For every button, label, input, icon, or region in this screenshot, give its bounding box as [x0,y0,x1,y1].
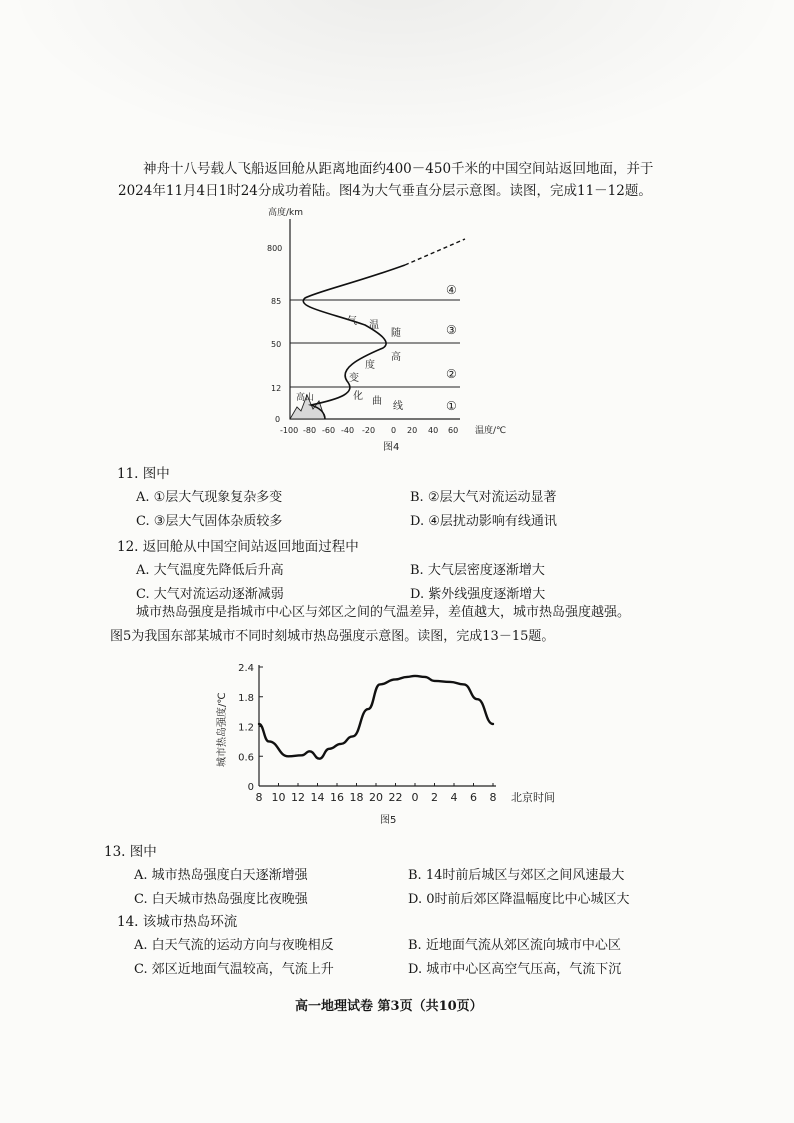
fig4-curve-char: 化 [353,391,363,402]
fig5-ytick-label: 2.4 [238,663,254,674]
fig5-ytick-label: 1.8 [238,692,254,704]
intro1-line1: 神舟十八号载人飞船返回舱从距离地面约400－450千米的中国空间站返回地面，并于 [143,161,654,177]
fig5-ylabel: 城市热岛强度/℃ [217,692,228,767]
fig4-curve-char: 随 [391,328,401,339]
fig4-xtick: 0 [391,426,397,435]
fig4-layer-1: ① [446,399,457,413]
fig5-xlabel: 北京时间 [511,791,555,804]
q12-option-a[interactable]: A. 大气温度先降低后升高 [136,563,284,578]
q11-option-d[interactable]: D. ④层扰动影响有线通讯 [410,514,557,529]
fig4-xtick: 60 [448,426,459,435]
intro2-line1: 城市热岛强度是指城市中心区与郊区之间的气温差异，差值越大，城市热岛强度越强。 [136,605,631,620]
fig4-xtick: -40 [341,426,355,435]
fig4-ytick-0: 0 [275,415,281,424]
q11-option-a[interactable]: A. ①层大气现象复杂多变 [136,490,283,505]
scan-shadow [0,0,794,160]
q14-option-b[interactable]: B. 近地面气流从郊区流向城市中心区 [408,938,621,953]
fig4-xtick: 20 [407,426,418,435]
fig5-xtick-label: 18 [349,791,364,804]
q14-option-c[interactable]: C. 郊区近地面气温较高，气流上升 [134,962,334,977]
q13-option-c[interactable]: C. 白天城市热岛强度比夜晚强 [134,892,308,907]
intro1-line2: 2024年11月4日1时24分成功着陆。图4为大气垂直分层示意图。读图，完成11－12题。 [118,183,652,199]
fig4-ytick-50: 50 [271,340,282,349]
fig5-ytick-label: 0.6 [238,752,254,764]
fig5-xtick-label: 6 [470,791,477,804]
fig4-title: 图4 [383,442,400,453]
fig4-curve-char: 线 [393,401,403,412]
fig4-curve-char: 气 [347,316,357,327]
q11-stem: 11. 图中 [117,466,170,482]
fig4-xtick: -60 [322,426,336,435]
q11-option-c[interactable]: C. ③层大气固体杂质较多 [136,514,283,529]
fig4-ytick-800: 800 [267,244,283,253]
fig4-xtick: 40 [428,426,439,435]
fig4-curve-char: 度 [365,360,375,371]
fig5-xtick-label: 2 [431,791,438,804]
q13-option-d[interactable]: D. 0时前后郊区降温幅度比中心城区大 [408,892,630,907]
intro2-line2: 图5为我国东部某城市不同时刻城市热岛强度示意图。读图，完成13－15题。 [110,629,555,644]
q12-stem: 12. 返回舱从中国空间站返回地面过程中 [117,539,359,555]
fig5-xtick-label: 10 [271,791,286,804]
fig4-xtick: -20 [362,426,376,435]
fig5-xtick-label: 20 [369,791,383,804]
fig4-ylabel: 高度/km [268,208,304,218]
q13-stem: 13. 图中 [104,844,157,860]
fig4-layer-3: ③ [446,323,457,337]
figure-5-chart [205,655,585,830]
q12-option-b[interactable]: B. 大气层密度逐渐增大 [410,563,545,578]
fig4-layer-2: ② [446,367,457,381]
q12-option-d[interactable]: D. 紫外线强度逐渐增大 [410,587,546,602]
page-footer: 高一地理试卷 第3页（共10页） [295,999,483,1014]
q11-option-b[interactable]: B. ②层大气对流运动显著 [410,490,557,505]
fig5-xtick-label: 16 [330,791,344,804]
fig4-curve-char: 曲 [372,396,382,407]
q14-stem: 14. 该城市热岛环流 [117,914,238,930]
q14-option-a[interactable]: A. 白天气流的运动方向与夜晚相反 [134,938,334,953]
fig4-curve-char: 温 [369,320,379,331]
fig4-layer-4: ④ [446,283,457,297]
q13-option-a[interactable]: A. 城市热岛强度白天逐渐增强 [134,868,308,883]
fig4-xlabel: 温度/℃ [475,426,507,436]
q12-option-c[interactable]: C. 大气对流运动逐渐减弱 [136,587,284,602]
fig4-curve-char: 高 [391,352,401,363]
fig4-ytick-85: 85 [271,297,282,306]
fig5-ytick-label: 0 [247,782,254,793]
fig5-title: 图5 [380,815,397,826]
fig4-mountain-label: 高山 [296,393,315,403]
q13-option-b[interactable]: B. 14时前后城区与郊区之间风速最大 [408,868,625,883]
fig5-xtick-label: 12 [291,791,305,804]
fig5-xtick-label: 22 [388,791,403,804]
fig5-xtick-label: 8 [489,791,497,804]
fig5-ytick-label: 1.2 [238,722,254,734]
q14-option-d[interactable]: D. 城市中心区高空气压高，气流下沉 [408,962,622,977]
fig5-heat-island-line [259,676,493,759]
fig5-xtick-label: 0 [411,791,419,804]
fig4-temp-curve-dashed [405,239,465,265]
fig5-xtick-label: 14 [310,791,325,804]
fig4-ytick-12: 12 [271,384,282,393]
fig5-xtick-label: 8 [255,791,263,804]
fig4-curve-char: 变 [349,373,359,384]
fig5-xtick-label: 4 [450,791,458,804]
figure-4-chart [265,203,530,455]
fig4-xtick: -80 [303,426,317,435]
fig4-xtick: -100 [280,426,299,435]
